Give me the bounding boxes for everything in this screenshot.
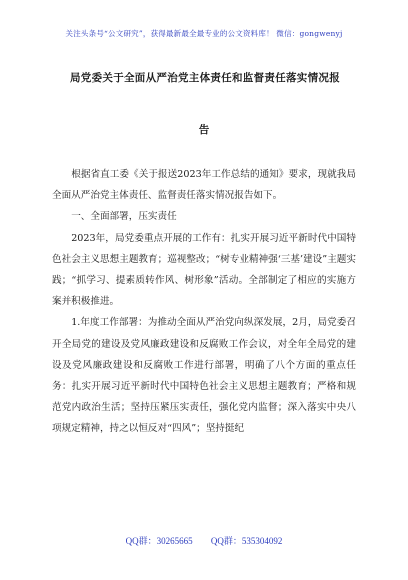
document-title: 局党委关于全面从严治党主体责任和监督责任落实情况报: [70, 72, 340, 84]
footer-contact: [0, 534, 408, 547]
document-title-continued: 告: [198, 124, 210, 136]
paragraph-key-work: 2023年，局党委重点开展的工作有：扎实开展习近平新时代中国特色社会主义思想主题教育；巡视整改；“树专业精神强‘三基’建设”主题实践；“抓学习、提素质转作风、树形象”活动。全部制定了相应的实施方案并积极推进。: [52, 232, 356, 308]
paragraph-intro: 根据省直工委《关于报送2023年工作总结的通知》要求，现就我局全面从严治党主体责任、监督责任落实情况报告如下。: [52, 169, 356, 202]
footer-qq-group-1: QQ群：30265665: [125, 536, 193, 546]
header-promo-note: 关注头条号“公文研究”，获得最新最全最专业的公文资料库！ 微信：gongwenyj: [65, 29, 343, 38]
section-heading: 一、全面部署，压实责任: [71, 211, 177, 223]
paragraph-annual-deployment: 1.年度工作部署：为推动全面从严治党向纵深发展，2月，局党委召开全局党的建设及党风廉政建设和反腐败工作会议，对全年全局党的建设及党风廉政建设和反腐败工作进行部署，明确了八个方面的重点任务：扎实开展习近平新时代中国特色社会主义思想主题教育；严格和规范党内政治生活；坚持压紧压实责任，强化党内监督；深入落实中央八项规定精神，持之以恒反对“四风”；坚持挺纪: [52, 317, 356, 435]
footer-qq-group-2: QQ群：535304092: [210, 536, 283, 546]
document-body: [52, 164, 356, 440]
